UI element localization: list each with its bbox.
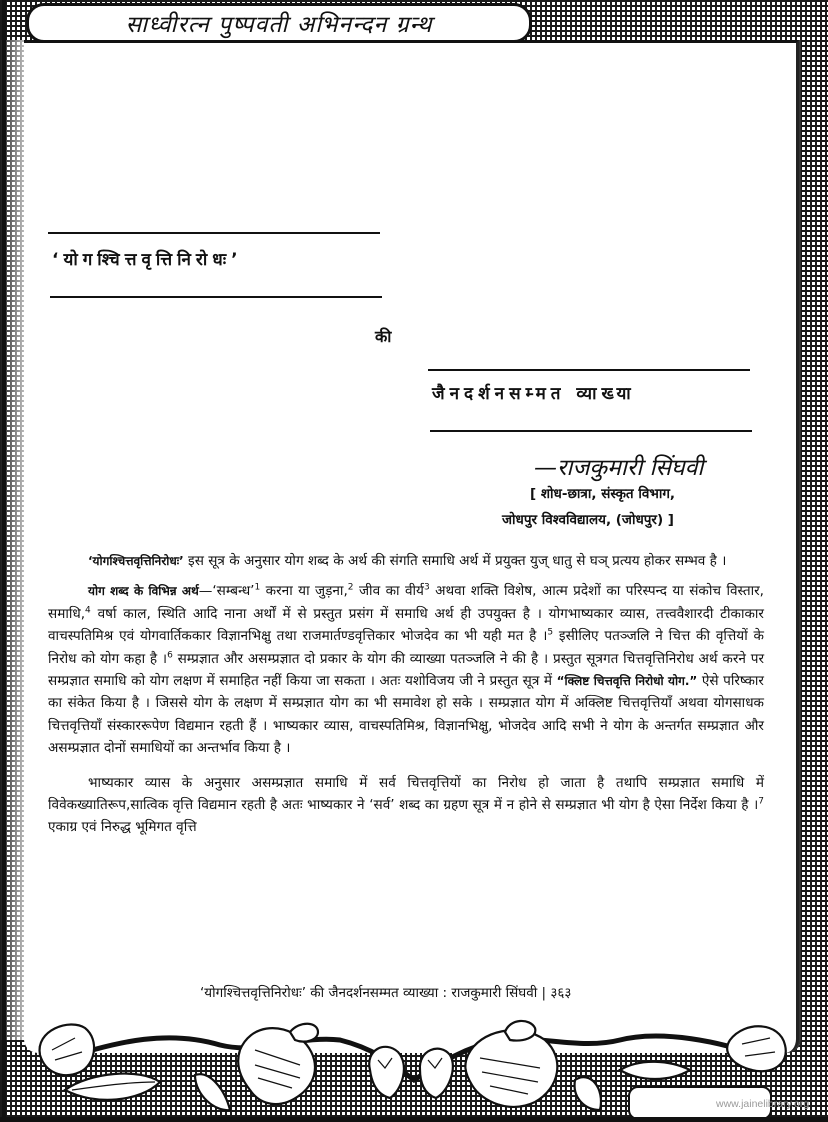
footer-separator: |: [541, 985, 547, 1001]
paragraph-1: [48, 550, 764, 572]
author-name: —राजकुमारी सिंघवी: [534, 455, 704, 481]
sutra-quote: ‘योगश्चित्तवृत्तिनिरोधः’: [88, 554, 184, 568]
author-affiliation-line1: [ शोध-छात्रा, संस्कृत विभाग,: [530, 486, 676, 502]
text-segment: करना या जुड़ना,: [260, 583, 348, 600]
page-content-panel: [24, 40, 799, 1053]
footnote-ref-2[interactable]: 2: [347, 582, 354, 593]
paragraph-3-tail: एकाग्र एवं निरुद्ध भूमिगत वृत्ति: [48, 819, 197, 836]
article-title-part1: ‘योगश्चित्तवृत्तिनिरोधः’: [52, 250, 243, 270]
section-heading-meanings: योग शब्द के विभिन्न अर्थ: [88, 584, 199, 599]
author-affiliation-line2: जोधपुर विश्वविद्यालय, (जोधपुर) ]: [502, 512, 674, 528]
article-title-part2: जैनदर्शनसम्मत व्याख्या: [432, 384, 636, 404]
paragraph-2: [48, 580, 764, 759]
source-watermark: www.jainelibrary.org: [716, 1098, 810, 1110]
text-segment: सम्प्रज्ञात और असम्प्रज्ञात दो प्रकार के योग की व्याख्या पतञ्जलि ने की है । प्रस्तुत सूत्रगत चित्तवृत्तिनिरोध अर्थ करने पर सम्प्रज्ञात समाधि को योग लक्षण में समाहित नहीं किया जा सकता । अतः यशोविजय जी ने प्रस्तुत सूत्र में: [48, 650, 764, 690]
footnote-ref-4[interactable]: 4: [85, 605, 91, 616]
quoted-emendation: “क्लिष्ट चित्तवृत्ति निरोधो योग.”: [556, 674, 698, 689]
title-rule-bottom-left: [50, 296, 382, 298]
article-body: [48, 550, 764, 847]
title-rule-top-left: [48, 232, 380, 234]
text-segment: ऐसे परिष्कार का संकेत किया है । जिससे योग के लक्षण में सम्प्रज्ञात योग का भी समावेश हो सके । सम्प्रज्ञात योग में अक्लिष्ट चित्तवृत्तियाँ अथवा योगसाधक चित्तवृत्तियाँ संस्काररूपेण विद्यमान रहती हैं । भाष्यकार व्यास, वाचस्पतिमिश्र, विज्ञानभिक्षु, भोजदेव आदि सभी ने योग के अन्तर्गत सम्प्रज्ञात और असम्प्रज्ञात दोनों समाधियों का अन्तर्भाव किया है ।: [48, 673, 764, 757]
text-segment: —‘सम्बन्ध’: [198, 583, 255, 600]
page-number: ३६३: [550, 985, 572, 1001]
banner-title: साध्वीरत्न पुष्पवती अभिनन्दन ग्रन्थ: [125, 12, 433, 38]
header-banner: [26, 3, 532, 43]
text-segment: जीव का वीर्य: [353, 583, 424, 600]
footnote-ref-1[interactable]: 1: [254, 582, 261, 593]
footnote-ref-3[interactable]: 3: [423, 582, 430, 593]
paragraph-3-text: भाष्यकार व्यास के अनुसार असम्प्रज्ञात समाधि में सर्व चित्तवृत्तियों का निरोध हो जाता है तथापि सम्प्रज्ञात समाधि में विवेकख्यातिरूप,सात्विक वृत्ति विद्यमान रहती है अतः भाष्यकार ने ‘सर्व’ शब्द का ग्रहण सूत्र में न होने से सम्प्रज्ञात भी योग है ऐसा निर्देश किया है ।: [48, 774, 764, 814]
running-title: ‘योगश्चित्तवृत्तिनिरोधः’ की जैनदर्शनसम्मत व्याख्या : राजकुमारी सिंघवी: [200, 985, 538, 1001]
frame-bottom-edge: [0, 1117, 828, 1122]
text-segment: अथवा शक्ति विशेष, आत्म प्रदेशों का परिस्पन्द या संकोच विस्तार, समाधि,: [48, 583, 764, 622]
title-rule-bottom-right: [430, 430, 752, 432]
footnote-ref-7[interactable]: 7: [758, 796, 764, 807]
text-segment: वर्षा काल, स्थिति आदि नाना अर्थों में से प्रस्तुत प्रसंग में समाधि अर्थ ही उपयुक्त है । योगभाष्यकार व्यास, तत्त्ववैशारदी टीकाकार वाचस्पतिमिश्र एवं योगवार्तिककार विज्ञानभिक्षु तथा राजमार्तण्डवृत्तिकार भोजदेव का भी यही मत है ।: [48, 605, 764, 645]
running-footer: [200, 983, 571, 1001]
frame-left-edge: [2, 0, 6, 1122]
text-segment: इसीलिए पतञ्जलि ने चित्त की वृत्तियों के निरोध को योग कहा है ।: [48, 628, 764, 667]
article-title-connector: की: [375, 327, 392, 346]
paragraph-3: [48, 772, 764, 839]
paragraph-1-text: इस सूत्र के अनुसार योग शब्द के अर्थ की संगति समाधि अर्थ में प्रयुक्त युज् धातु से घञ् प्रत्यय होकर सम्भव है ।: [183, 553, 727, 569]
footnote-ref-5[interactable]: 5: [547, 627, 554, 638]
footnote-ref-6[interactable]: 6: [167, 650, 173, 661]
title-rule-top-right: [428, 369, 750, 371]
